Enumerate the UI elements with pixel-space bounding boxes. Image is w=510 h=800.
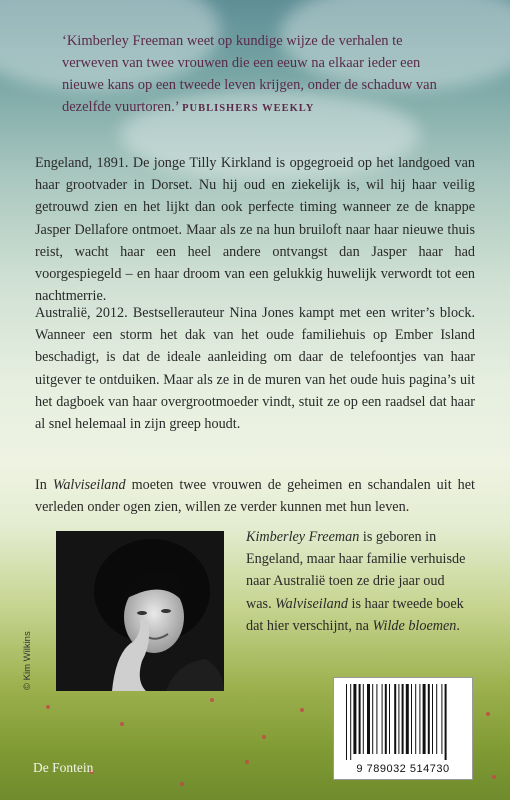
barcode-bars [334,684,472,764]
flower [120,722,124,726]
flower [492,775,496,779]
flower [46,705,50,709]
flower [486,712,490,716]
barcode-bar [423,684,426,754]
flower [180,782,184,786]
press-quote [62,30,462,120]
p3-rest: moeten twee vrouwen de geheimen en schandalen uit het verleden onder ogen zien, willen ze verder kunnen met hun leven. [35,477,475,516]
barcode-bar [367,684,370,754]
quote-text: ‘Kimberley Freeman weet op kundige wijze de verhalen te verweven van twee vrouwen die een eeuw na elkaar ieder een nieuwe kans op een tweede leven krijgen, onder de schaduw van dezelfde vuurtoren.’ [62,33,437,115]
bio-part-1: is geboren in Engeland, maar haar familie verhuisde naar Australië toen ze drie jaar oud was. [246,529,466,612]
author-bio [246,526,471,637]
barcode-bar [389,684,390,754]
barcode-bar [419,684,420,754]
barcode-bar [346,684,347,760]
barcode-bar [372,684,373,754]
bio-previous-book: Wilde bloemen [372,617,457,634]
barcode-bar [436,684,437,754]
barcode-bar [415,684,416,754]
bio-part-2: is haar tweede boek dat hier verschijnt, na [246,595,464,634]
author-photo [56,531,224,691]
barcode-bar [428,684,430,754]
barcode-bar [350,684,351,760]
photo-credit: © Kim Wilkins [22,631,33,690]
quote-source: PUBLISHERS WEEKLY [182,103,315,114]
barcode-bar [432,684,433,754]
barcode-bar [363,684,364,754]
isbn-number: 9 789032 514730 [356,763,450,775]
barcode-bar [382,684,383,754]
publisher-name: De Fontein [33,760,94,775]
author-photo-illustration [56,531,224,691]
barcode-bar [385,684,387,754]
synopsis-paragraph-2: Australië, 2012. Bestsellerauteur Nina Jones kampt met een writer’s block. Wanneer een storm het dak van het oude familiehuis op Ember Island beschadigt, is dat de ideale aanleiding om daar de telefoontjes van haar uitgever te ontduiken. Maar als ze in de muren van het oude huis pagina’s uit het dagboek van haar overgrootmoeder vindt, stuit ze op een raadsel dat haar al snel helemaal in zijn greep houdt. [35,305,475,433]
bio-part-3: . [456,617,460,634]
flower [210,698,214,702]
flower [262,735,266,739]
bio-book-title: Walviseiland [275,595,348,612]
book-title: Walviseiland [52,477,126,493]
barcode-bar [359,684,361,754]
flower [245,760,249,764]
barcode [333,677,473,780]
barcode-bar [445,684,447,760]
barcode-bar [441,684,442,754]
barcode-bar [411,684,412,754]
barcode-bar [398,684,399,754]
barcode-bar [376,684,377,754]
author-name: Kimberley Freeman [246,529,360,545]
p3-prefix: In [35,477,53,493]
flower [300,708,304,712]
barcode-bar [402,684,404,754]
synopsis-paragraph-1: Engeland, 1891. De jonge Tilly Kirkland is opgegroeid op het landgoed van haar grootvader in Dorset. Nu hij oud en ziekelijk is, wil hij haar veilig getrouwd zien en het lijkt dan ook perfecte timing wanneer ze de knappe Jasper Dellafore ontmoet. Maar als ze na hun bruiloft naar haar nieuwe thuis reist, wacht haar een heel andere ontvangst dan Jasper haar had voorgespiegeld – en haar droom van een gelukkig huwelijk verwordt tot een nachtmerrie. [35,155,475,305]
barcode-bar [353,684,356,754]
barcode-bar [394,684,396,754]
synopsis-paragraph-3 [35,474,475,518]
barcode-bar [406,684,409,754]
